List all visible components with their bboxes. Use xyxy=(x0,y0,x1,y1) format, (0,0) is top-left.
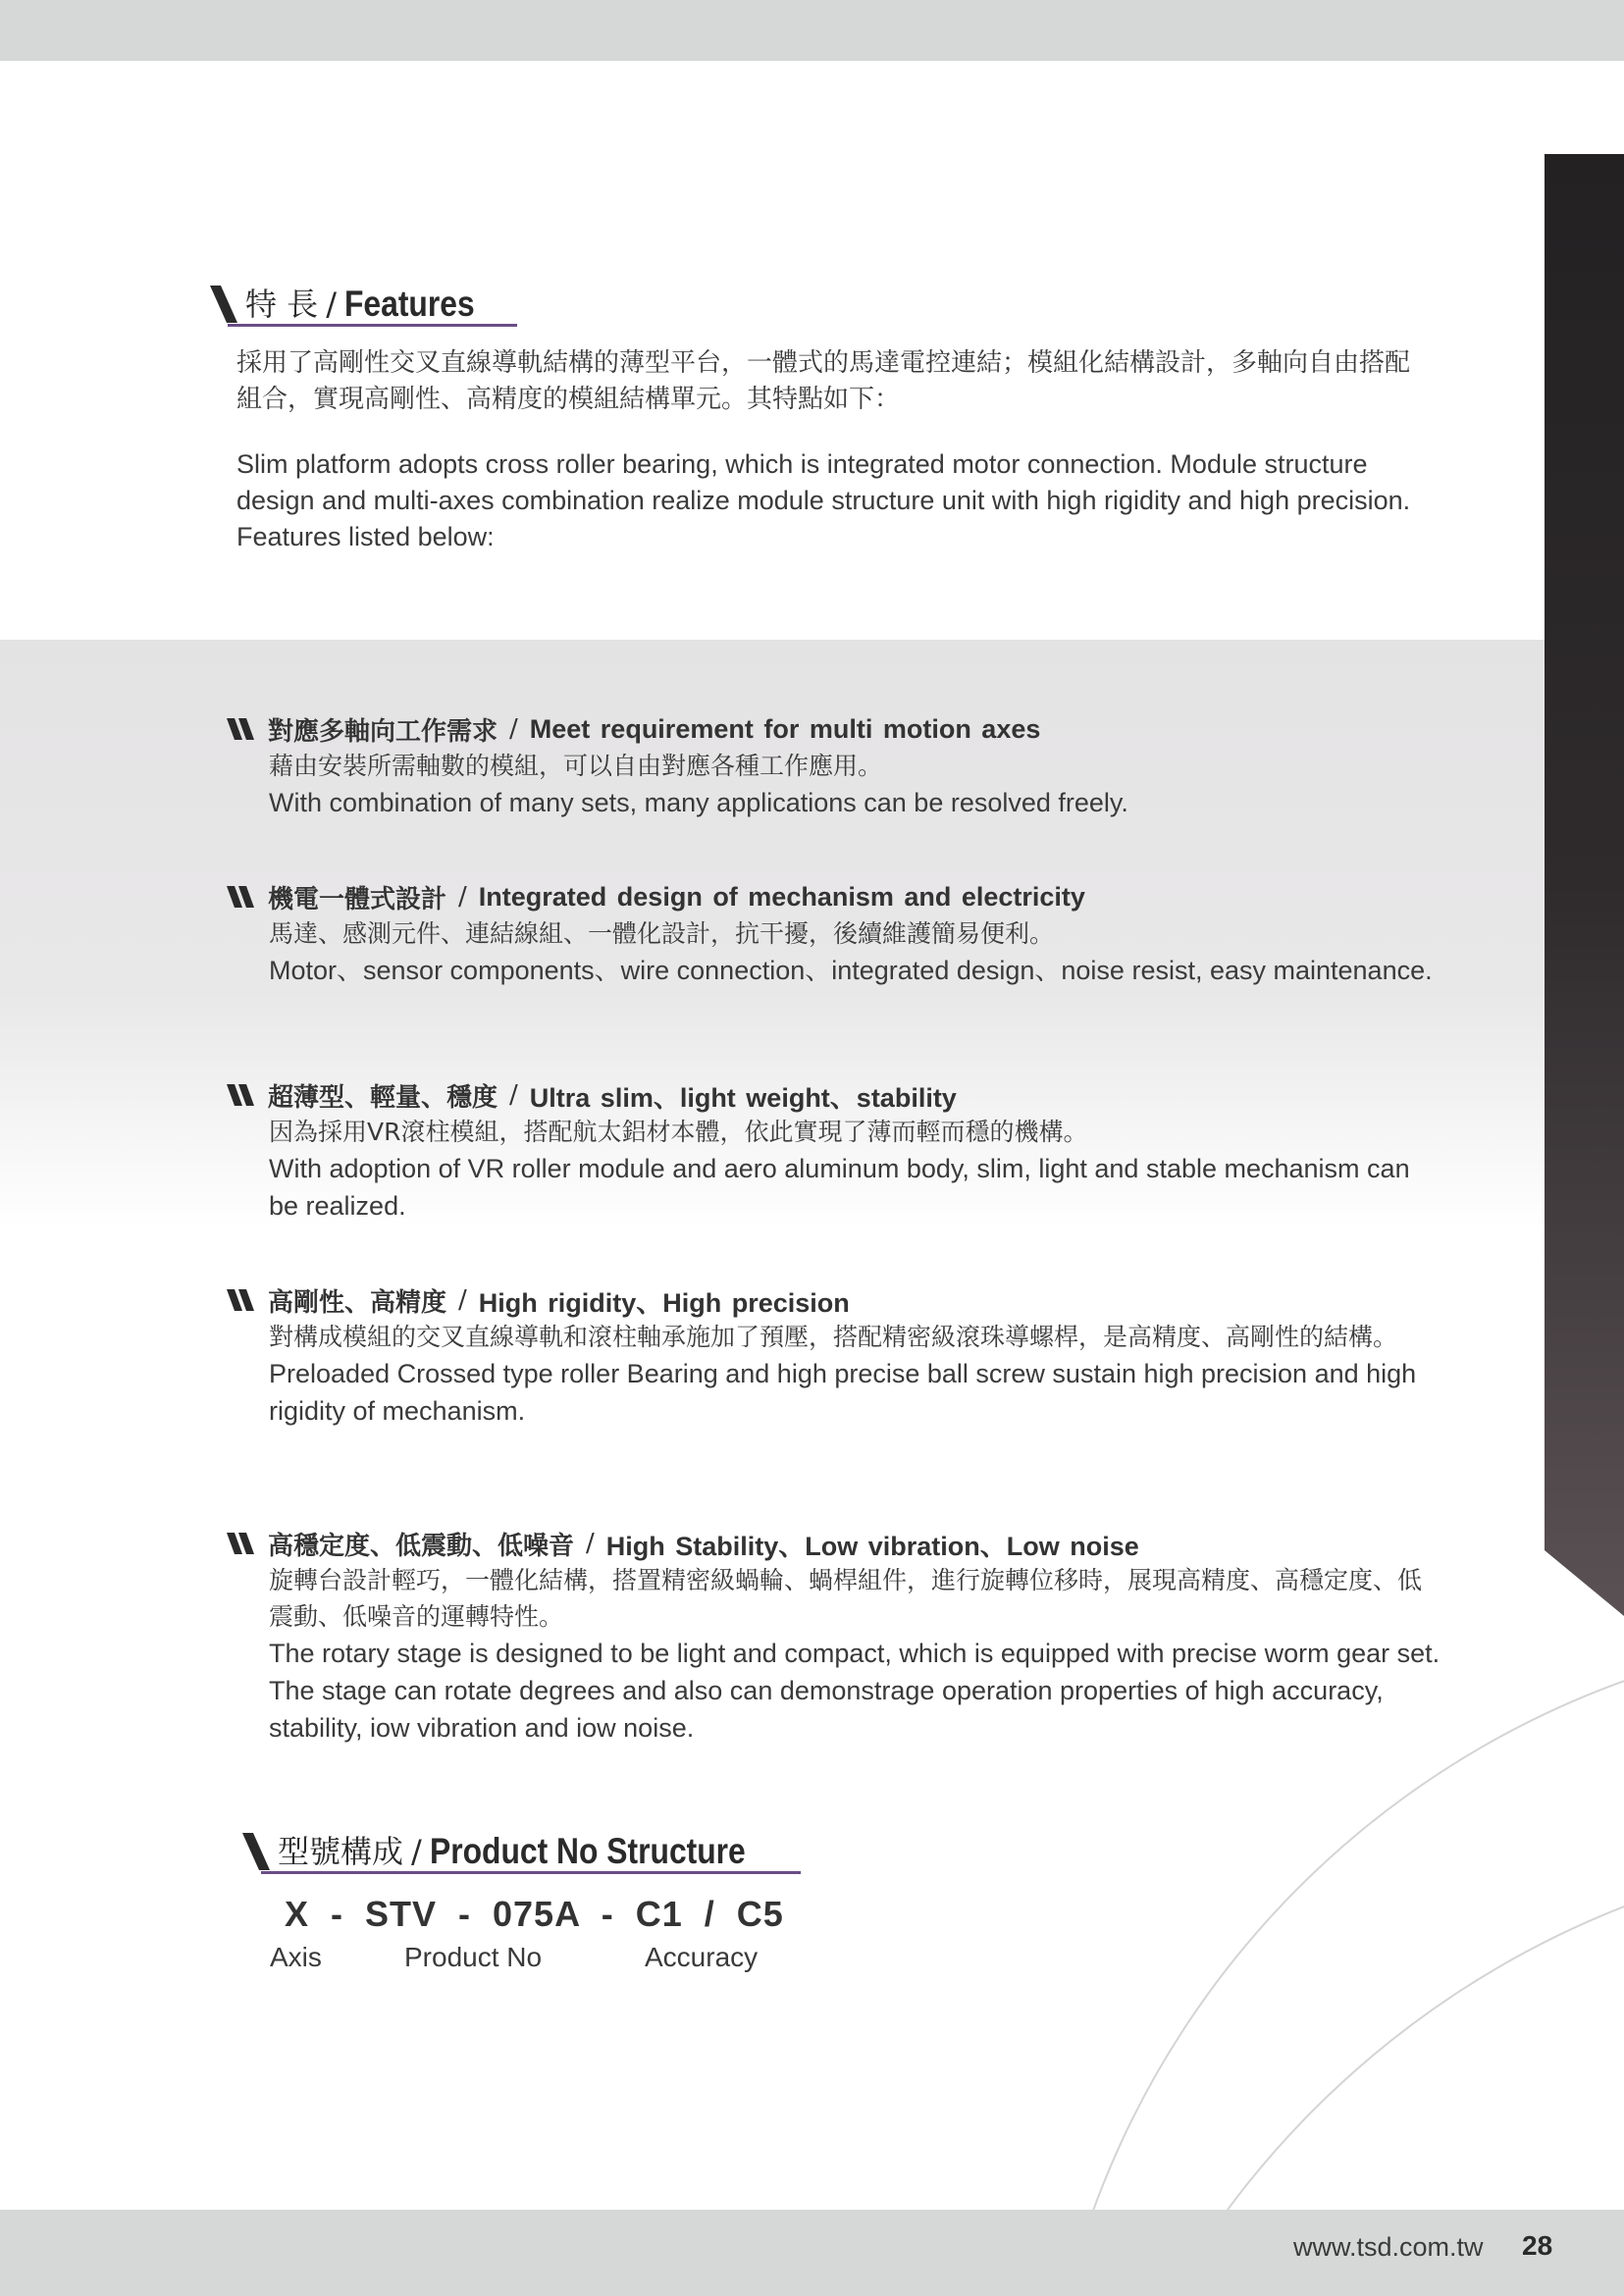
feature-body-en: With combination of many sets, many applications can be resolved freely. xyxy=(269,788,1128,817)
accuracy-label: Accuracy xyxy=(645,1942,759,1972)
feature-body-en: Motor、sensor components、wire connection、integrated design、noise resist, easy maintenance. xyxy=(269,956,1433,985)
feature-body-zh: 對構成模組的交叉直線導軌和滾柱軸承施加了預壓，搭配精密級滾珠導螺桿，是高精度、高剛性的結構。 xyxy=(269,1323,1398,1351)
feature-item xyxy=(227,1281,1443,1430)
feature-body-en: With adoption of VR roller module and aero aluminum body, slim, light and stable mechanism can be realized. xyxy=(269,1154,1410,1221)
footer-website-url[interactable]: www.tsd.com.tw xyxy=(1293,2232,1484,2262)
title-slash-icon xyxy=(242,1833,272,1870)
double-slash-icon xyxy=(227,1289,260,1311)
feature-heading-separator: / xyxy=(458,882,467,912)
page-number: 28 xyxy=(1522,2230,1553,2261)
features-intro-zh: 採用了高剛性交叉直線導軌結構的薄型平台，一體式的馬達電控連結；模組化結構設計，多軸向自由搭配組合，實現高剛性、高精度的模組結構單元。其特點如下： xyxy=(236,348,1411,414)
feature-item xyxy=(227,1076,1443,1225)
feature-heading-zh: 機電一體式設計 xyxy=(268,884,447,914)
feature-heading xyxy=(227,1525,1443,1562)
feature-heading-en: High Stability、Low vibration、Low noise xyxy=(605,1531,1139,1561)
double-slash-icon xyxy=(227,718,260,740)
features-title-underline xyxy=(228,324,517,327)
feature-heading-en: High rigidity、High precision xyxy=(478,1287,850,1318)
title-slash-icon xyxy=(210,286,239,323)
feature-heading-zh: 對應多軸向工作需求 xyxy=(268,716,498,747)
feature-heading xyxy=(227,1076,1443,1114)
feature-heading-en: Meet requirement for multi motion axes xyxy=(529,713,1041,744)
feature-heading-separator: / xyxy=(458,1285,467,1315)
double-slash-icon xyxy=(227,886,260,908)
product-no-title xyxy=(242,1833,797,1870)
feature-item xyxy=(227,710,1443,821)
feature-heading-en: Ultra slim、light weight、stability xyxy=(529,1082,957,1113)
axis-label: Axis xyxy=(270,1942,322,1972)
double-slash-icon xyxy=(227,1533,260,1554)
feature-heading-zh: 超薄型、輕量、穩度 xyxy=(268,1082,498,1113)
product-no-title-en: Product No Structure xyxy=(429,1831,746,1871)
features-title-zh: 特 長 xyxy=(245,286,319,323)
feature-heading-zh: 高穩定度、低震動、低噪音 xyxy=(268,1531,575,1561)
product-no-title-underline xyxy=(261,1871,801,1874)
feature-heading xyxy=(227,1281,1443,1319)
product-no-title-zh: 型號構成 xyxy=(278,1833,404,1870)
product-number-code: X - STV - 075A - C1 / C5 xyxy=(285,1894,784,1934)
product-no-title-separator: / xyxy=(411,1833,422,1870)
features-title xyxy=(210,286,496,323)
feature-heading-zh: 高剛性、高精度 xyxy=(268,1287,447,1318)
product-no-label: Product No xyxy=(404,1942,543,1972)
feature-body-zh: 馬達、感測元件、連結線組、一體化設計，抗干擾，後續維護簡易便利。 xyxy=(269,919,1055,948)
feature-heading-en: Integrated design of mechanism and electricity xyxy=(478,881,1085,912)
feature-body-zh: 藉由安裝所需軸數的模組，可以自由對應各種工作應用。 xyxy=(269,752,883,780)
features-title-en: Features xyxy=(343,284,475,324)
feature-body-en: Preloaded Crossed type roller Bearing and high precise ball screw sustain high precision and high rigidity of mechanism. xyxy=(269,1359,1417,1426)
feature-body-zh: 旋轉台設計輕巧，一體化結構，搭置精密級蝸輪、蝸桿組件，進行旋轉位移時，展現高精度、高穩定度、低震動、低噪音的運轉特性。 xyxy=(269,1566,1423,1631)
feature-heading-separator: / xyxy=(586,1529,595,1558)
feature-heading xyxy=(227,878,1443,915)
feature-body-zh: 因為採用VR滾柱模組，搭配航太鋁材本體，依此實現了薄而輕而穩的機構。 xyxy=(269,1118,1088,1146)
features-title-separator: / xyxy=(326,286,337,323)
features-intro-en: Slim platform adopts cross roller bearing, which is integrated motor connection. Module structure design and multi-axes combination realize module structure unit with high rigidity and high precision. Features listed below: xyxy=(236,449,1411,551)
feature-body-en: The rotary stage is designed to be light and compact, which is equipped with precise worm gear set. The stage can rotate degrees and also can demonstrage operation properties of high accuracy, stability, iow vibration and iow noise. xyxy=(269,1639,1441,1743)
feature-item xyxy=(227,878,1443,989)
feature-item xyxy=(227,1525,1443,1747)
feature-heading-separator: / xyxy=(509,714,518,744)
feature-heading-separator: / xyxy=(509,1080,518,1110)
feature-heading xyxy=(227,710,1443,748)
double-slash-icon xyxy=(227,1084,260,1106)
